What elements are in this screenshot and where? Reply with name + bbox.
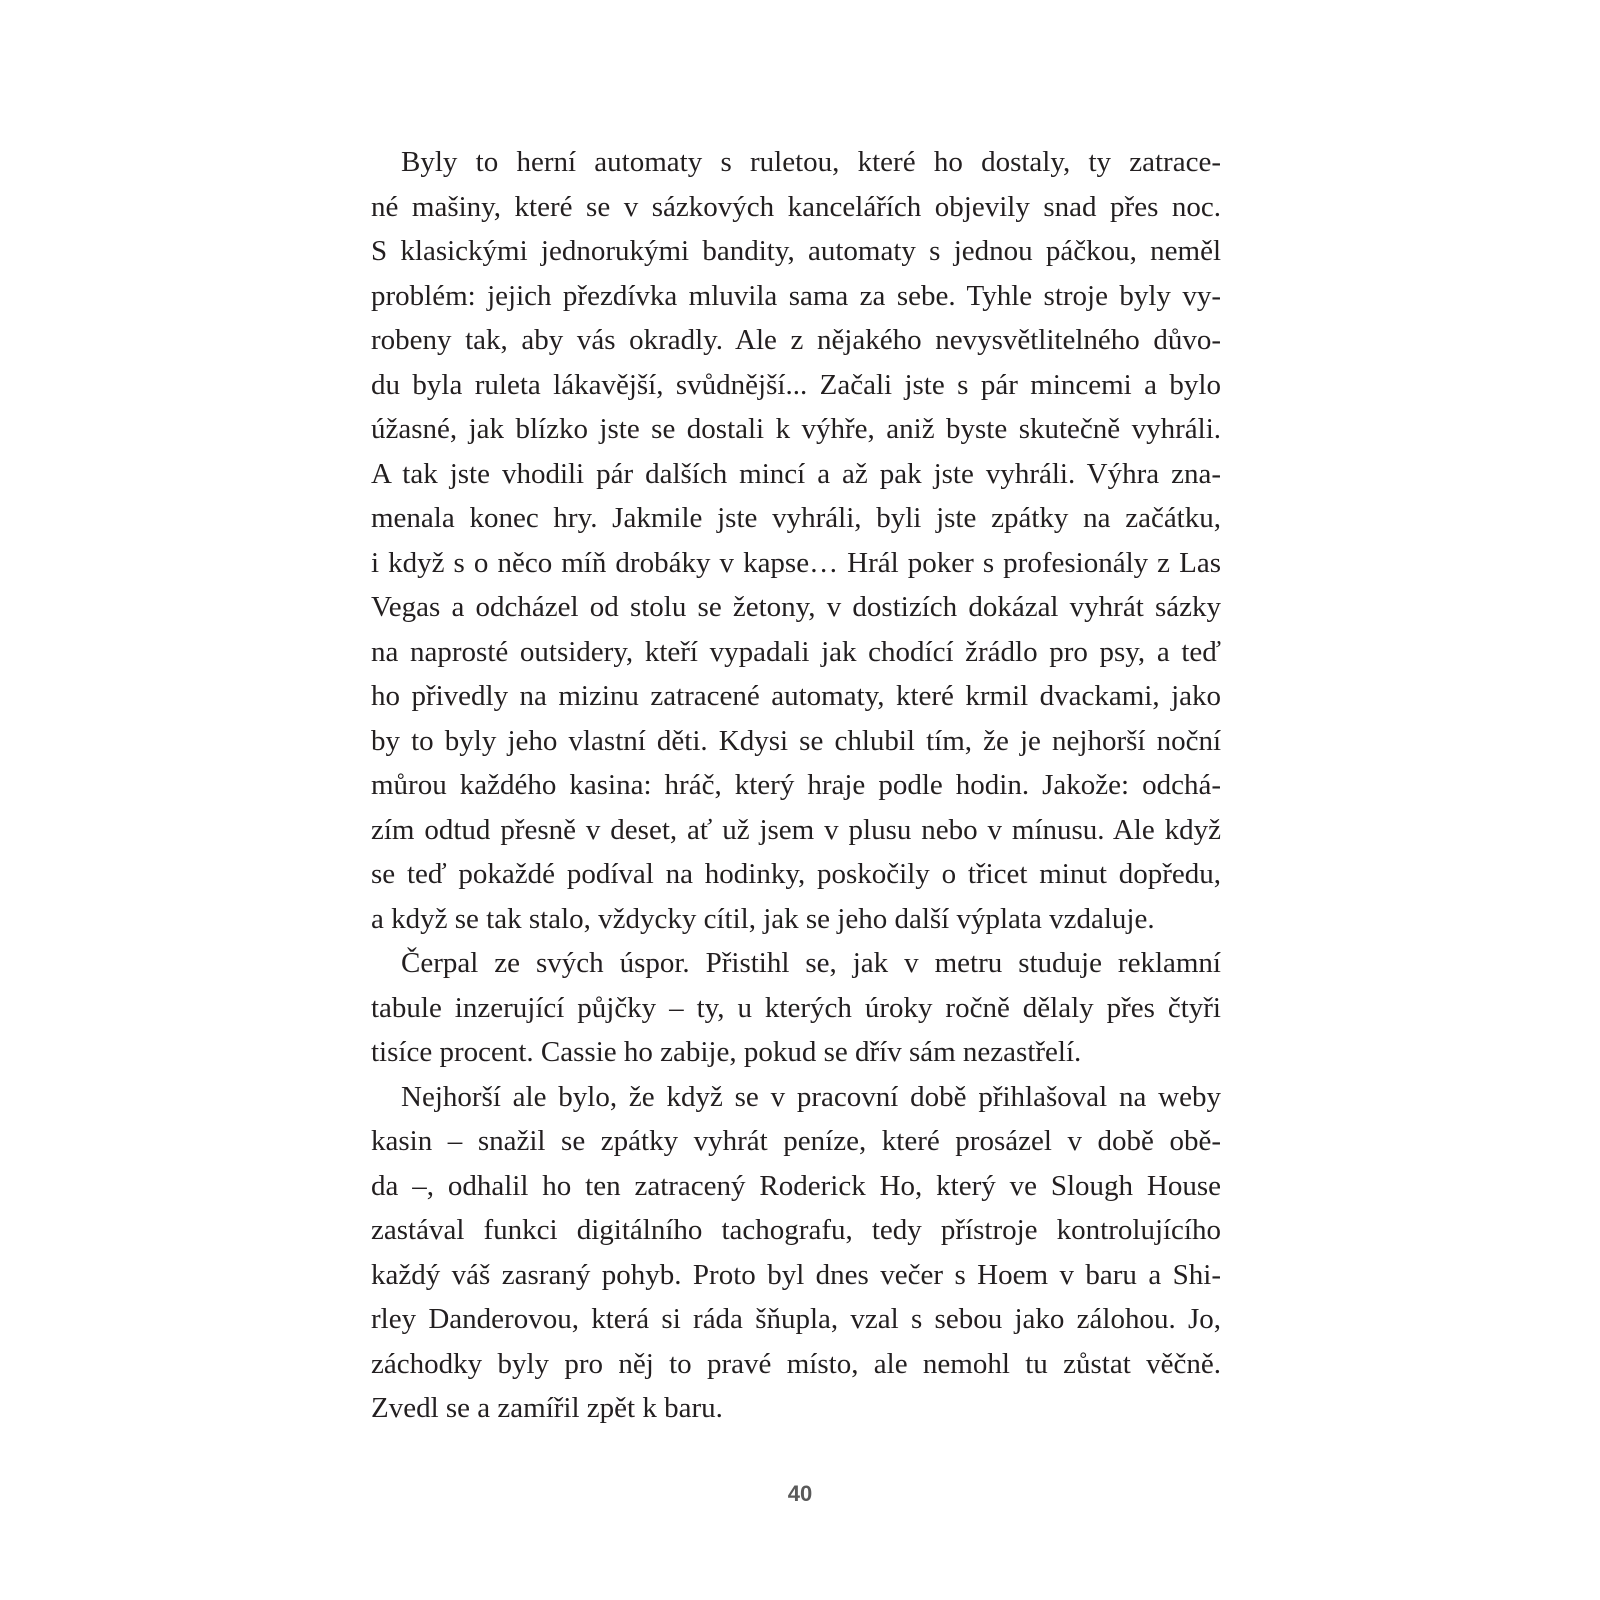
text-line: můrou každého kasina: hráč, který hraje podle hodin. Jakože: odchá- [371, 769, 1221, 801]
text-line: rley Danderovou, která si ráda šňupla, vzal s sebou jako zálohou. Jo, [371, 1303, 1221, 1335]
text-line: i když s o něco míň drobáky v kapse… Hrál poker s profesionály z Las [371, 546, 1221, 579]
text-line: Zvedl se a zamířil zpět k baru. [371, 1392, 723, 1424]
text-line: záchodky byly pro něj to pravé místo, ale nemohl tu zůstat věčně. [371, 1347, 1221, 1380]
paragraph [371, 1075, 1221, 1431]
text-line: problém: jejich přezdívka mluvila sama za sebe. Tyhle stroje byly vy- [371, 279, 1221, 312]
text-line: menala konec hry. Jakmile jste vyhráli, byli jste zpátky na začátku, [371, 502, 1221, 534]
text-line: Vegas a odcházel od stolu se žetony, v dostizích dokázal vyhrát sázky [371, 591, 1221, 623]
text-line: ho přivedly na mizinu zatracené automaty, které krmil dvackami, jako [371, 680, 1221, 712]
paragraph [371, 941, 1221, 1075]
text-line: da –, odhalil ho ten zatracený Roderick Ho, který ve Slough House [371, 1169, 1221, 1202]
text-line: na naprosté outsidery, kteří vypadali jak chodící žrádlo pro psy, a teď [371, 635, 1221, 668]
text-line: né mašiny, které se v sázkových kancelářích objevily snad přes noc. [371, 190, 1221, 223]
text-line: by to byly jeho vlastní děti. Kdysi se chlubil tím, že je nejhorší noční [371, 724, 1221, 757]
text-line: A tak jste vhodili pár dalších mincí a až pak jste vyhráli. Výhra zna- [371, 457, 1221, 490]
text-line: Nejhorší ale bylo, že když se v pracovní době přihlašoval na weby [401, 1080, 1221, 1113]
text-line: zastával funkci digitálního tachografu, tedy přístroje kontrolujícího [371, 1214, 1221, 1246]
text-line: robeny tak, aby vás okradly. Ale z nějakého nevysvětlitelného důvo- [371, 324, 1221, 356]
paragraph [371, 140, 1221, 941]
text-line: Byly to herní automaty s ruletou, které ho dostaly, ty zatrace- [401, 146, 1221, 178]
text-line: tabule inzerující půjčky – ty, u kterých úroky ročně dělaly přes čtyři [371, 991, 1221, 1024]
text-line: zím odtud přesně v deset, ať už jsem v plusu nebo v mínusu. Ale když [371, 813, 1221, 846]
text-line: kasin – snažil se zpátky vyhrát peníze, které prosázel v době obě- [371, 1125, 1221, 1157]
text-line: úžasné, jak blízko jste se dostali k výhře, aniž byste skutečně vyhráli. [371, 413, 1221, 445]
body-text [371, 140, 1221, 1431]
text-line: S klasickými jednorukými bandity, automaty s jednou páčkou, neměl [371, 235, 1221, 267]
page-number: 40 [787, 1481, 813, 1506]
text-line: se teď pokaždé podíval na hodinky, poskočily o třicet minut dopředu, [371, 858, 1221, 890]
text-line: a když se tak stalo, vždycky cítil, jak se jeho další výplata vzdaluje. [371, 902, 1155, 935]
text-line: každý váš zasraný pohyb. Proto byl dnes večer s Hoem v baru a Shi- [371, 1258, 1221, 1291]
text-line: Čerpal ze svých úspor. Přistihl se, jak v metru studuje reklamní [401, 947, 1221, 979]
text-line: tisíce procent. Cassie ho zabije, pokud se dřív sám nezastřelí. [371, 1036, 1082, 1068]
text-line: du byla ruleta lákavější, svůdnější... Začali jste s pár mincemi a bylo [371, 368, 1221, 401]
